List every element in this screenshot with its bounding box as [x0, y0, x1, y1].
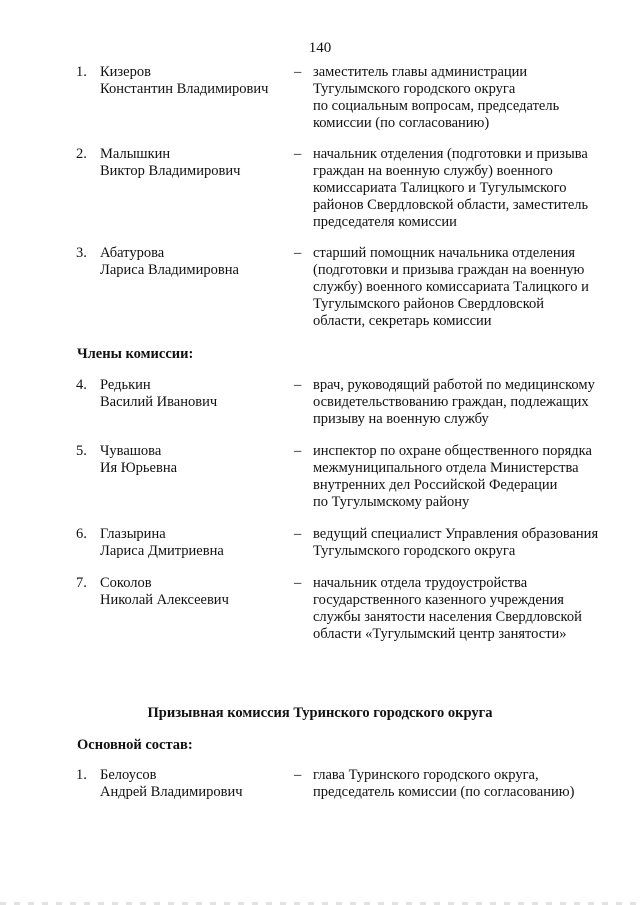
given-names: Андрей Владимирович	[100, 784, 243, 800]
item-number: 3.	[76, 245, 87, 261]
description-line: государственного казенного учреждения	[313, 592, 564, 608]
dash-separator: –	[294, 64, 302, 80]
description-line: заместитель главы администрации	[313, 64, 528, 80]
description-line: глава Туринского городского округа,	[313, 767, 539, 783]
position-description	[313, 526, 623, 560]
position-description	[313, 767, 623, 801]
description-line: призыву на военную службу	[313, 411, 489, 427]
person-name	[100, 575, 290, 609]
description-line: службы занятости населения Свердловской	[313, 609, 582, 625]
given-names: Николай Алексеевич	[100, 592, 229, 608]
description-line: по социальным вопросам, председатель	[313, 98, 560, 114]
person-name	[100, 526, 290, 560]
description-line: Тугулымского городского округа	[313, 543, 516, 559]
surname: Соколов	[100, 575, 152, 591]
position-description	[313, 64, 623, 132]
description-line: комиссии (по согласованию)	[313, 115, 490, 131]
dash-separator: –	[294, 377, 302, 393]
description-line: старший помощник начальника отделения	[313, 245, 576, 261]
item-number: 7.	[76, 575, 87, 591]
description-line: Тугулымского городского округа	[313, 81, 516, 97]
item-number: 1.	[76, 64, 87, 80]
person-name	[100, 64, 290, 98]
main-composition-heading: Основной состав:	[77, 737, 193, 753]
surname: Чувашова	[100, 443, 162, 459]
item-number: 2.	[76, 146, 87, 162]
description-line: области, секретарь комиссии	[313, 313, 492, 329]
surname: Редькин	[100, 377, 151, 393]
surname: Кизеров	[100, 64, 151, 80]
given-names: Ия Юрьевна	[100, 460, 178, 476]
given-names: Лариса Владимировна	[100, 262, 239, 278]
description-line: по Тугулымскому району	[313, 494, 470, 510]
dash-separator: –	[294, 443, 302, 459]
dash-separator: –	[294, 575, 302, 591]
item-number: 1.	[76, 767, 87, 783]
surname: Малышкин	[100, 146, 171, 162]
description-line: граждан на военную службу) военного	[313, 163, 553, 179]
page-number: 140	[308, 40, 332, 56]
given-names: Константин Владимирович	[100, 81, 269, 97]
given-names: Василий Иванович	[100, 394, 218, 410]
commission-title: Призывная комиссия Туринского городского округа	[147, 705, 493, 721]
position-description	[313, 575, 623, 643]
description-line: освидетельствованию граждан, подлежащих	[313, 394, 589, 410]
description-line: внутренних дел Российской Федерации	[313, 477, 558, 493]
description-line: инспектор по охране общественного порядка	[313, 443, 592, 459]
dash-separator: –	[294, 526, 302, 542]
dash-separator: –	[294, 146, 302, 162]
person-name	[100, 767, 290, 801]
description-line: межмуниципального отдела Министерства	[313, 460, 579, 476]
dash-separator: –	[294, 245, 302, 261]
description-line: врач, руководящий работой по медицинскому	[313, 377, 595, 393]
item-number: 6.	[76, 526, 87, 542]
item-number: 4.	[76, 377, 87, 393]
description-line: начальник отдела трудоустройства	[313, 575, 528, 591]
description-line: области «Тугулымский центр занятости»	[313, 626, 567, 642]
description-line: комиссариата Талицкого и Тугулымского	[313, 180, 567, 196]
item-number: 5.	[76, 443, 87, 459]
description-line: (подготовки и призыва граждан на военную	[313, 262, 585, 278]
surname: Глазырина	[100, 526, 166, 542]
person-name	[100, 146, 290, 180]
given-names: Лариса Дмитриевна	[100, 543, 224, 559]
description-line: районов Свердловской области, заместитель	[313, 197, 589, 213]
surname: Абатурова	[100, 245, 165, 261]
description-line: ведущий специалист Управления образования	[313, 526, 599, 542]
dash-separator: –	[294, 767, 302, 783]
surname: Белоусов	[100, 767, 157, 783]
given-names: Виктор Владимирович	[100, 163, 241, 179]
description-line: председателя комиссии	[313, 214, 457, 230]
members-heading: Члены комиссии:	[77, 346, 194, 362]
position-description	[313, 146, 623, 231]
person-name	[100, 245, 290, 279]
position-description	[313, 443, 623, 511]
position-description	[313, 245, 623, 330]
position-description	[313, 377, 623, 428]
description-line: председатель комиссии (по согласованию)	[313, 784, 575, 800]
description-line: службу) военного комиссариата Талицкого и	[313, 279, 589, 295]
description-line: начальник отделения (подготовки и призыва	[313, 146, 588, 162]
person-name	[100, 443, 290, 477]
person-name	[100, 377, 290, 411]
description-line: Тугулымского районов Свердловской	[313, 296, 545, 312]
